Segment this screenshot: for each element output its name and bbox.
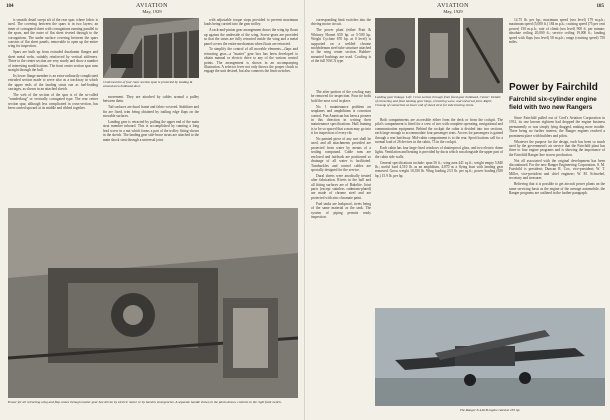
float-mechanism-caption: Power for all retracting wing and flap comes through master gear box driven by electric motor or by hand in emergencies. A separate handle shown in the photo draws, controls in the right faint switch. bbox=[8, 400, 282, 404]
float-mechanism-image bbox=[8, 208, 298, 398]
ranger-plane-caption: The Ranger 6-440-B engine rated at 165 hp. bbox=[459, 408, 521, 412]
body-column-left-2: movement. They are attached by cables around a pulley between them. Tail surfaces are dural frame and fabric-covered. Stabilizer and fin are fixed, trim being obtained by trailing edge flaps on the movable surfaces. Landing gear is retracted by pulling the upper end of the main strut member inboard. This is accomplished by running a long lead screw in a nut which forms a part of the trolley fitting shown in the sketch. The landing gear side-brace struts are attached to the main shock strut through a universal joint. bbox=[103, 95, 199, 142]
page-number-left: 184 bbox=[6, 4, 14, 9]
body-column-right-5: Since Fairchild pulled out of Cord's Aviation Corporation in 1931, its one known eighteen had dropped the engine business permanently or was simply lying dragged, making more trouble. There being no further interest, the Ranger engines reached a prominent place with builders and pilots. Whatever the purpose for the design, each has been so much used by the government's air service that the Fairchild plant has three to four engine programs and is showing the importance of the Fairchild Ranger line in new production. Not all associated with the original development has been discontinued. For the new Ranger Engineering Corporation, S. M. Fairchild is president; Duncan R. Cox, vice-president; W. T. Miller, vice-president and chief engineer; W. M. Schwebel, secretary and treasurer. Believing that it is possible to get aircraft power plants on the same servicing basis as the engine of the average automobile, the Ranger programs are outlined in the further paragraph. bbox=[509, 116, 605, 195]
right-page bbox=[305, 0, 610, 420]
body-column-left-3: with adjustable torque stops provided to prevent maximum loads being carried into the gear trolley. A rack-and-pinion gear arrangement draws the wing tip floats up against the underside of the wing. Screw-gears are provided so that the struts are fully retracted inside the wing and a metal panel covers the entire mechanism when floats are retracted. To simplify the control of all movable elements—flaps and retracting gear—a "master" gear box has been developed to obtain manual or electric drive to any of the various control points. The arrangement is shown in an accompanying illustration. A selector lever not only throws the proper clutch to engage the unit desired, but also connects the limit switches. bbox=[204, 18, 298, 74]
issue-date: May, 1929 bbox=[142, 9, 162, 14]
body-column-left-1: is smooth detail swept aft of the rear spar, where fabric is used. The covering between the spars is in two layers; an inner of corrugated sheet with corrugations running parallel to the spars, and the outer of flat sheet riveted through to the corrugations. The under surface covering between the spars consists of flat sheet panels, removable to open up the entire wing for inspection. Spars are built up from extruded duralumin flanges and sheet metal webs, suitably reinforced by vertical stiffeners. Three to the center section are very sturdy and show a number of interesting modifications. The front center section spar runs straight through the hull. Its lower flange member is an extra-ordinarily complicated extruded section made to serve also as a trackway in which the upper ends of the landing struts run as fuel-leading carriages, as shown in an attached sketch. The web of the section of the spar is of the so-called "wanderkrug" or vertically corrugated type. The rear center section spar, although less complicated in cross-section, has been carried upward at its middle and ribbed together. bbox=[8, 18, 98, 111]
body-column-right-1: corresponding limit switches into the driving motor circuit. The power plant (either Pratt & Whitney Hornet 650 hp. or 5-500 hp. Wright Cyclone 670 hp. at 0 level) is supported on a welded chrome molybdenum steel tube structure attached to the wing center section. Rubber-mounted bushings are used. Cowling is of the full NACA type. bbox=[311, 18, 371, 64]
masthead-right bbox=[413, 3, 493, 14]
page-number-right: 185 bbox=[596, 4, 604, 9]
magazine-name: AVIATION bbox=[136, 3, 168, 9]
wing-section-caption: Centersection of four rotor section span is protected by leading & around area bulkhead door. bbox=[103, 80, 193, 88]
float-mechanism-photo bbox=[8, 208, 298, 398]
ranger-plane-photo bbox=[375, 308, 605, 406]
landing-gear-photos bbox=[375, 18, 503, 93]
wing-section-image bbox=[103, 18, 199, 78]
landing-gear-images bbox=[375, 18, 503, 93]
masthead-left bbox=[112, 3, 192, 14]
wing-section-photo bbox=[103, 18, 199, 78]
body-column-right-4: 14.75 lb. per hp.; maximum speed (sea level) 179 m.p.h.; maximum speed (5,000 ft.) 184 m.p.h.; cruising speed (75 per cent power) 150 m.p.h.; rate of climb (sea level) 900 ft. per minute; absolute ceiling 20,000 ft.; service ceiling 19,000 ft.; landing speed with flaps (sea level) 58 m.p.h.; range (cruising speed) 750 miles. bbox=[509, 18, 605, 45]
issue-date-right: May, 1929 bbox=[443, 9, 463, 14]
article-title: Power by Fairchild bbox=[509, 82, 598, 93]
body-column-right-3: Both compartments are accessible either from the deck or from the cockpit. The pilot's compartment is fitted for a crew of two with complete operating, navigational and communication equipment. Behind the cockpit the cabin is divided into two sections, each large enough to accommodate four passenger seats. Access for passengers is gained through a rear hatchway. Mid-cabin compartment is to the rear. Specifications call for a normal load of 26 devices in the cabin, 73 in the cockpit. Each cabin has four large fixed windows of shatterproof glass, and two electric dome lights. Ventilation and heating is provided by ducts which run alongside the upper part of the cabin side walls. General specifications include: span 56 ft.; wing area 441 sq.ft.; weight empty 5,840 lb.; useful load 4,510 lb. as an amphibian, 4,870 as a flying boat with landing gear removed. Gross weight 10,350 lb. Wing loading 23.5 lb. per sq.ft.; power loading (650 hp.) 15.9 lb. per hp. bbox=[375, 118, 503, 178]
magazine-name-right: AVIATION bbox=[437, 3, 469, 9]
ranger-plane-image bbox=[375, 308, 605, 406]
landing-gear-caption: Landing gear linkage. Left: Cross section through front fixed gear bulkhead, Center: Details of retracting and float landing gear hinge, retracting wave, and universal joint. Right: Closeup of connection at lower end of shock strut for side bracing struts. bbox=[375, 95, 501, 107]
article-subtitle: Fairchild six-cylinder engine field with two new Rangers bbox=[509, 96, 597, 111]
body-column-right-2: The after portion of the cowling may be removed for inspection. Four tie bolts hold the nose cowl in place. No. 1 maintenance problem on seaplanes and amphibians is corrosion control. Pan American has been a pioneer in this direction in writing their maintenance specifications. Hull framing is to be so spaced that a man may go into it for inspection of every rib. No painted piece of any sort shall be used, and all attachments provided are protected from water by means of a sealing compound. Cable runs are enclosed and fairleads are positioned so drainage of all water is facilitated. Turnbuckles and control cables are specially designed for the service. Dural sheets were anodically treated after fabrication. Rivets in the hull and all fitting surfaces are of Bakelite. Joint parts (except stainless cadmium-plated) are made of chrome steel and are protected with zinc chromate paint. Fuel tanks are leakproof, rivets being of the same material as the tank. The system of piping permits ready inspection. bbox=[311, 90, 371, 219]
